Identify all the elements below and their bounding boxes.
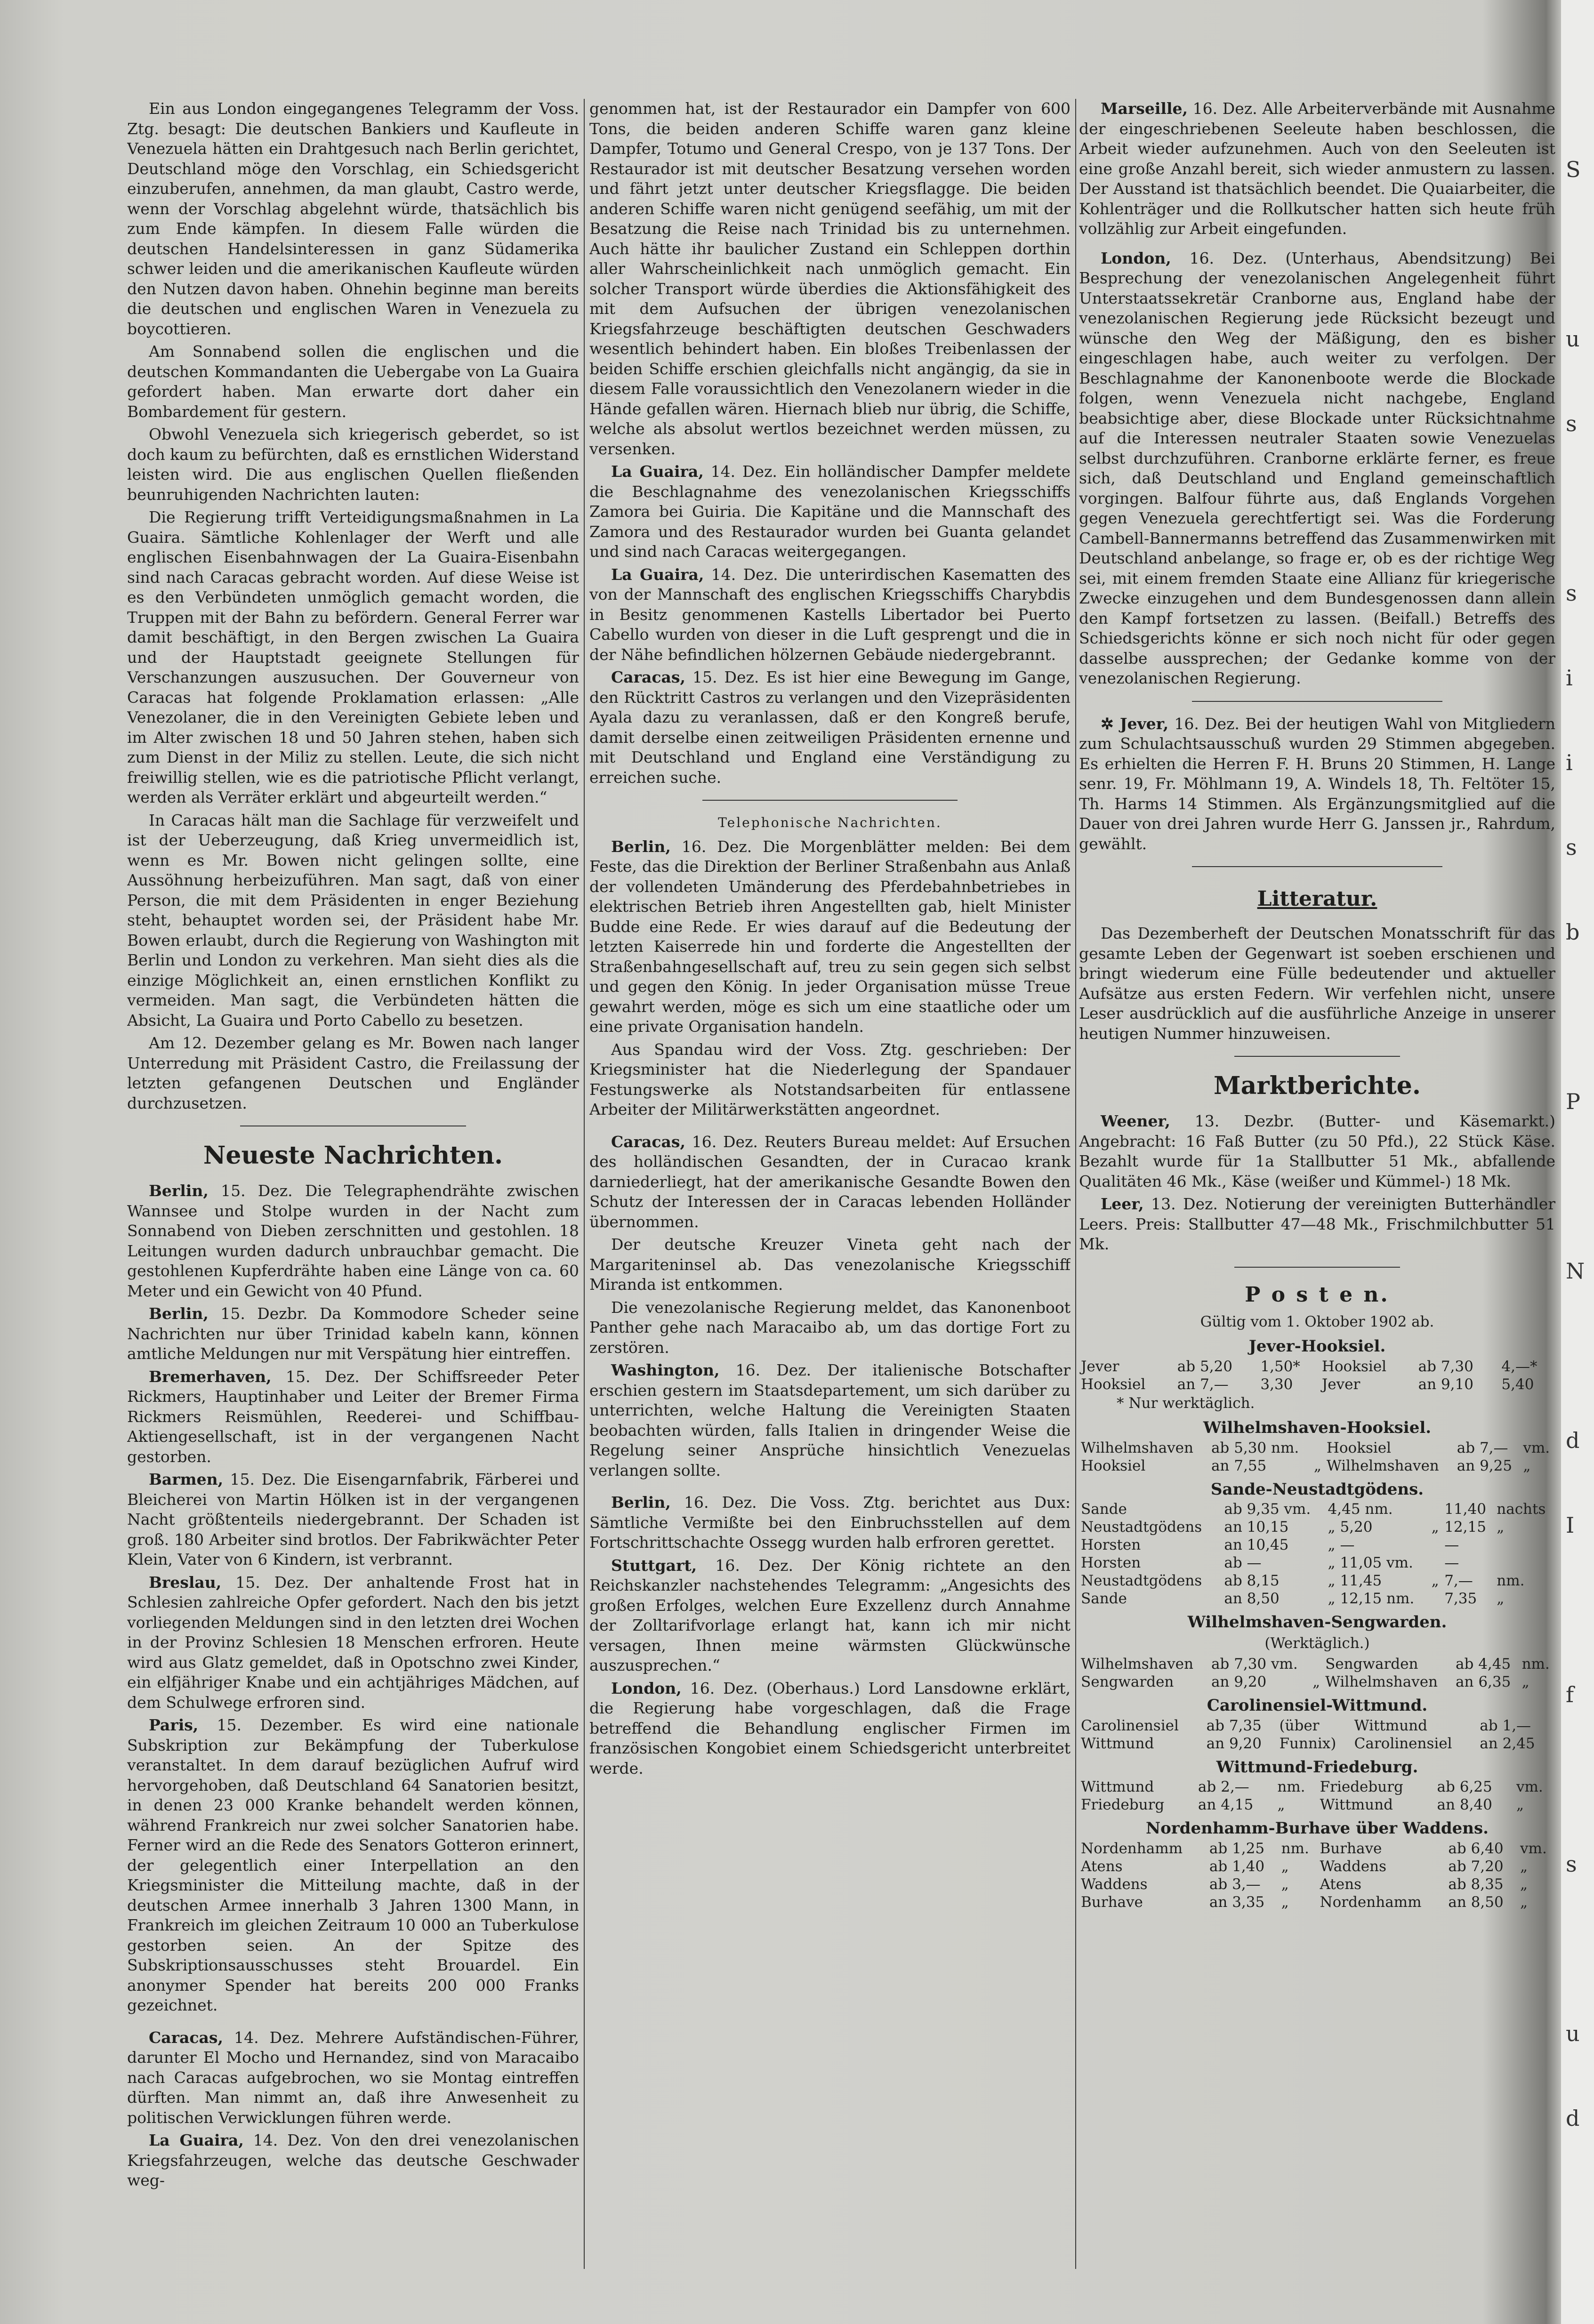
schedule-cell: nachts xyxy=(1497,1501,1546,1518)
edge-letter xyxy=(1561,1596,1594,1624)
schedule-row xyxy=(1079,1554,1555,1572)
schedule-cell: 3,30 xyxy=(1260,1375,1293,1393)
schedule-row xyxy=(1079,1518,1555,1536)
article-paragraph: Die Regierung trifft Verteidigungsmaßnahmen in La Guaira. Sämtliche Kohlenlager der Werft und alle englischen Eisenbahnwagen der La Guaira-Eisenbahn sind nach Caracas gebracht worden. Auf diese Weise ist es den Verbündeten unmöglich gemacht worden, die Truppen mit der Bahn zu befördern. General Ferrer war damit beschäftigt, in den Bergen zwischen La Guaira und der Hauptstadt geeignete Stellungen für Verschanzungen auszusuchen. Der Gouverneur von Caracas hat folgende Proklamation erlassen: „Alle Venezolaner, die in den Vereinigten Gebiete leben und im Alter zwischen 18 und 50 Jahren stehen, haben sich zum Dienst in der Miliz zu stellen. Leute, die sich nicht freiwillig stellen, wie es die patriotische Pflicht verlangt, werden als Verräter erklärt und abgeurteilt werden.“ xyxy=(127,508,579,806)
dateline: Barmen, xyxy=(149,1470,224,1488)
column-2 xyxy=(589,99,1071,2264)
schedule-cell: ab 6,40 xyxy=(1448,1840,1504,1857)
schedule-cell: „ 11,05 vm. xyxy=(1328,1554,1413,1571)
edge-letter xyxy=(1561,494,1594,523)
schedule-cell: Hooksiel xyxy=(1081,1457,1146,1474)
posten-valid: Gültig vom 1. Oktober 1902 ab. xyxy=(1200,1313,1434,1330)
schedule-cell: ab 4,45 xyxy=(1456,1656,1511,1673)
schedule-cell: Jever xyxy=(1321,1375,1361,1393)
schedule-cell: Friedeburg xyxy=(1320,1778,1403,1795)
schedule-cell xyxy=(1495,1554,1555,1572)
schedule-cell: — xyxy=(1444,1536,1459,1553)
dateline: Breslau, xyxy=(149,1573,222,1592)
schedule-cell: „ xyxy=(1497,1519,1505,1536)
schedule-table xyxy=(1079,1655,1555,1691)
dateline: Caracas, xyxy=(611,1132,685,1151)
news-item xyxy=(127,2028,579,2128)
schedule-cell: ab 7,20 xyxy=(1448,1858,1504,1875)
section-heading-telefon: Telephonische Nachrichten. xyxy=(718,815,942,830)
schedule-cell xyxy=(1430,1500,1443,1518)
dateline: London, xyxy=(611,1679,682,1697)
edge-letter: i xyxy=(1566,665,1573,691)
schedule-row xyxy=(1079,1840,1555,1858)
schedule-table xyxy=(1079,1778,1555,1814)
news-text: Der deutsche Kreuzer Vineta geht nach der Margariteninsel ab. Das venezolanische Kriegsschiff Miranda ist entkommen. xyxy=(589,1235,1071,1294)
separator xyxy=(1234,1267,1400,1268)
schedule-table xyxy=(1079,1717,1555,1753)
schedule-subtitle: (Werktäglich.) xyxy=(1264,1634,1370,1652)
schedule-cell: Burhave xyxy=(1081,1893,1143,1911)
schedule-cell: Horsten xyxy=(1081,1554,1141,1571)
edge-letter: s xyxy=(1566,835,1577,860)
schedule-title: Sande-Neustadtgödens. xyxy=(1210,1480,1424,1499)
schedule-title: Jever-Hooksiel. xyxy=(1248,1337,1386,1356)
news-text: 15. Dezbr. Da Kommodore Scheder seine Nachrichten nur über Trinidad kabeln kann, können amtliche Meldungen nur mit Verspätung hier eintreffen. xyxy=(127,1304,579,1363)
schedule-cell: „ xyxy=(1313,1457,1321,1474)
schedule-cell: — xyxy=(1444,1554,1459,1571)
news-text: 15. Dez. Es ist hier eine Bewegung im Gange, den Rücktritt Castros zu verlangen und den Vizepräsidenten Ayala dazu zu veranlassen, daß er den Kongreß berufe, damit derselbe einen zeitweiligen Präsidenten ernenne und mit Deutschland und England eine Verständigung zu erreichen suche. xyxy=(589,668,1071,787)
news-item xyxy=(127,1470,579,1570)
schedule-cell: „ xyxy=(1281,1893,1289,1911)
schedule-row xyxy=(1079,1875,1555,1893)
market-text: 13. Dez. Notierung der vereinigten Butterhändler Leers. Preis: Stallbutter 47—48 Mk., Frischmilchbutter 51 Mk. xyxy=(1079,1195,1555,1253)
schedule-cell: Waddens xyxy=(1081,1875,1148,1893)
schedule-row xyxy=(1079,1590,1555,1608)
schedule-cell: Sengwarden xyxy=(1325,1656,1418,1673)
edge-letter xyxy=(1561,1342,1594,1370)
news-text: 16. Dez. Alle Arbeiterverbände mit Ausnahme der eingeschriebenen Seeleute haben beschlossen, die Arbeit wieder aufzunehmen. Auch von den Seeleuten ist eine große Anzahl bereit, sich wieder anmustern zu lassen. Der Ausstand ist thatsächlich beendet. Die Quaiarbeiter, die Kohlenträger und die Rollkutscher hatten sich heute früh vollzählig zur Arbeit eingefunden. xyxy=(1079,99,1555,238)
news-text: 15. Dezember. Es wird eine nationale Subskription zur Bekämpfung der Tuberkulose veranstaltet. In dem darauf bezüglichen Aufruf wird hervorgehoben, daß Deutschland 64 Sanatorien besitzt, in denen 23 000 Kranke behandelt werden können, während Frankreich nur zwei solcher Sanatorien habe. Ferner wird an die Rede des Senators Gotteron erinnert, der gelegentlich einer Interpellation an den Kriegsminister die Mitteilung machte, daß in der deutschen Armee innerhalb 3 Jahren 1300 Mann, in Frankreich im gleichen Zeitraum 10 000 an Tuberkulose gestorben seien. An der Spitze des Subskriptionsausschusses steht Brouardel. Ein anonymer Spender hat bereits 200 000 Franks gezeichnet. xyxy=(127,1716,579,2014)
news-item xyxy=(589,565,1071,665)
schedule-cell: Wittmund xyxy=(1081,1778,1154,1795)
news-item xyxy=(589,1679,1071,1779)
schedule-cell: vm. xyxy=(1520,1840,1547,1857)
schedule-cell: 5,40 xyxy=(1501,1375,1534,1393)
schedule-cell: an 7,— xyxy=(1177,1375,1229,1393)
dateline: La Guaira, xyxy=(149,2131,244,2149)
schedule-title: Carolinensiel-Wittmund. xyxy=(1207,1696,1428,1715)
edge-letter: d xyxy=(1566,1428,1580,1453)
news-text: 14. Dez. Von den drei venezolanischen Kriegsfahrzeugen, welche das deutsche Geschwader weg- xyxy=(127,2131,579,2189)
schedule-cell: (über xyxy=(1279,1717,1320,1734)
edge-letter: N xyxy=(1566,1258,1585,1284)
schedule-cell xyxy=(1430,1554,1443,1572)
news-item xyxy=(127,1304,579,1364)
schedule-cell: an 9,20 xyxy=(1211,1673,1267,1690)
schedule-table xyxy=(1079,1500,1555,1608)
dateline: Bremerhaven, xyxy=(149,1367,272,1386)
separator xyxy=(702,800,958,801)
schedule-cell xyxy=(1311,1655,1323,1673)
schedule-cell: Atens xyxy=(1320,1875,1361,1893)
schedule-cell: Carolinensiel xyxy=(1081,1717,1179,1734)
news-text: 15. Dez. Die Eisengarnfabrik, Färberei und Bleicherei von Martin Hölken ist in der vergangenen Nacht größtenteils niedergebrannt. Der Schaden ist groß. 180 Arbeiter sind brotlos. Der Fabrikwächter Peter Klein, Vater von 6 Kindern, ist verbrannt. xyxy=(127,1470,579,1568)
news-item xyxy=(589,99,1071,459)
schedule-cell: „ xyxy=(1520,1875,1528,1893)
schedule-cell: Waddens xyxy=(1320,1858,1387,1875)
separator xyxy=(1192,866,1442,867)
edge-letter xyxy=(1561,1172,1594,1200)
schedule-cell: „ xyxy=(1520,1893,1528,1911)
dateline: La Guaira, xyxy=(611,462,704,481)
schedule-cell: 4,45 nm. xyxy=(1328,1501,1393,1518)
schedule-cell: an 3,35 xyxy=(1209,1893,1265,1911)
schedule-cell: nm. xyxy=(1522,1656,1550,1673)
schedule-cell: ab 7,30 vm. xyxy=(1211,1656,1298,1673)
news-item xyxy=(1079,99,1555,239)
dateline: Caracas, xyxy=(611,668,685,686)
schedule-row xyxy=(1079,1572,1555,1590)
news-item xyxy=(127,1573,579,1713)
news-item xyxy=(589,462,1071,562)
dateline: Leer, xyxy=(1101,1195,1144,1213)
schedule-cell: Sande xyxy=(1081,1501,1127,1518)
schedule-cell: an 9,10 xyxy=(1418,1375,1473,1393)
schedule-cell: „ xyxy=(1522,1673,1530,1690)
column-1 xyxy=(127,99,579,2264)
litteratur-text: Das Dezemberheft der Deutschen Monatsschrift für das gesamte Leben der Gegenwart ist soeben erschienen und bringt wiederum eine Fülle bedeutender und aktueller Aufsätze aus ersten Federn. Wir verfehlen nicht, unsere Leser ausdrücklich auf die ausführliche Anzeige in unserer heutigen Nummer hinzuweisen. xyxy=(1079,924,1555,1043)
schedule-cell: an 8,50 xyxy=(1448,1893,1504,1911)
schedule-cell: an 6,35 xyxy=(1456,1673,1511,1690)
dateline: Marseille, xyxy=(1101,99,1188,118)
news-item xyxy=(589,1360,1071,1480)
news-text: 16. Dez. Der italienische Botschafter erschien gestern im Staatsdepartement, um sich darüber zu unterrichten, welche Haltung die Vereinigten Staaten beobachten würden, falls Italien in dringender Weise die Regelung seiner Ansprüche hinsichtlich Venezuelas verlangen sollte. xyxy=(589,1361,1071,1480)
schedule-title: Wilhelmshaven-Sengwarden. xyxy=(1187,1613,1447,1632)
schedule-table xyxy=(1079,1439,1555,1475)
schedule-title: Wittmund-Friedeburg. xyxy=(1216,1757,1418,1777)
schedule-cell: ab 7,35 xyxy=(1206,1717,1262,1734)
schedule-cell: Wilhelmshaven xyxy=(1325,1673,1438,1690)
schedule-cell: Carolinensiel xyxy=(1354,1735,1452,1752)
news-text: 16. Dez. Der König richtete an den Reichskanzler nachstehendes Telegramm: „Angesichts des großen Erfolges, welchen Eure Exzellenz durch Annahme der Zolltarifvorlage erlangt hat, kann ich mir nicht versagen, Ihnen meine wärmsten Glückwünsche auszusprechen.“ xyxy=(589,1556,1071,1674)
schedule-cell: an 10,45 xyxy=(1224,1536,1289,1553)
schedule-cell: ab 5,20 xyxy=(1177,1358,1233,1375)
dateline: Berlin, xyxy=(149,1304,209,1323)
schedule-cell: an 4,15 xyxy=(1198,1796,1254,1813)
schedule-cell: ab 8,35 xyxy=(1448,1875,1504,1893)
schedule-cell: „ xyxy=(1281,1875,1289,1893)
schedule-row xyxy=(1079,1796,1555,1814)
news-text: 15. Dez. Die Telegraphendrähte zwischen Wannsee und Stolpe wurden in der Nacht zum Sonnabend von Dieben zerschnitten und gestohlen. 18 Leitungen wurden dadurch unbrauchbar gemacht. Die gestohlenen Kupferdrähte haben eine Länge von ca. 60 Meter und ein Gewicht von 40 Pfund. xyxy=(127,1182,579,1300)
schedule-cell: nm. xyxy=(1277,1778,1305,1795)
dateline: Weener, xyxy=(1101,1112,1170,1130)
schedule-cell: Jever xyxy=(1081,1358,1119,1375)
dateline: La Guaira, xyxy=(611,565,704,584)
schedule-cell: 7,35 xyxy=(1444,1590,1477,1607)
article-paragraph: Am 12. Dezember gelang es Mr. Bowen nach langer Unterredung mit Präsident Castro, die Freilassung der letzten gefangenen Deutschen und Engländer durchzusetzen. xyxy=(127,1034,579,1112)
schedule-cell: 12,15 xyxy=(1444,1519,1486,1536)
schedule-cell: Hooksiel xyxy=(1321,1358,1387,1375)
schedule-cell: Friedeburg xyxy=(1081,1796,1165,1813)
schedule-note: * Nur werktäglich. xyxy=(1117,1394,1255,1412)
edge-letter: i xyxy=(1566,750,1573,775)
schedule-cell: „ xyxy=(1431,1572,1439,1589)
dateline: Caracas, xyxy=(149,2028,223,2047)
schedule-cell: Atens xyxy=(1081,1858,1123,1875)
schedule-cell: 4,—* xyxy=(1501,1358,1538,1375)
schedule-cell: Neustadtgödens xyxy=(1081,1519,1202,1536)
schedule-table xyxy=(1079,1358,1555,1393)
news-item xyxy=(589,1298,1071,1358)
edge-letter: P xyxy=(1566,1089,1580,1114)
schedule-cell: 1,50* xyxy=(1260,1358,1300,1375)
schedule-row xyxy=(1079,1778,1555,1796)
schedule-cell: Funnix) xyxy=(1279,1735,1336,1752)
column-3 xyxy=(1079,99,1555,2264)
schedule-cell xyxy=(1430,1536,1443,1554)
schedule-cell: Wilhelmshaven xyxy=(1081,1439,1193,1456)
schedule-cell: nm. xyxy=(1497,1572,1525,1589)
news-item xyxy=(1079,249,1555,689)
schedule-cell: „ xyxy=(1516,1796,1524,1813)
article-paragraph: Am Sonnabend sollen die englischen und die deutschen Kommandanten die Uebergabe von La Guaira gefordert haben. Man erwarte dort daher ein Bombardement für gestern. xyxy=(127,342,579,421)
schedule-cell xyxy=(1551,1717,1555,1735)
schedule-title: Nordenhamm-Burhave über Waddens. xyxy=(1146,1819,1489,1838)
edge-letter xyxy=(1561,240,1594,268)
separator xyxy=(1192,701,1442,702)
edge-letter: s xyxy=(1566,411,1577,436)
schedule-cell: „ xyxy=(1520,1858,1528,1875)
section-heading-neueste: Neueste Nachrichten. xyxy=(203,1141,503,1170)
schedule-cell: an 9,20 xyxy=(1206,1735,1262,1752)
schedule-cell: vm. xyxy=(1523,1439,1550,1456)
market-item xyxy=(1079,1111,1555,1191)
schedule-cell: ab 9,35 vm. xyxy=(1224,1501,1311,1518)
edge-letter xyxy=(1561,1935,1594,1963)
edge-letter: f xyxy=(1566,1682,1574,1707)
schedule-cell: „ xyxy=(1277,1796,1285,1813)
schedule-row xyxy=(1079,1893,1555,1911)
news-text: 14. Dez. Ein holländischer Dampfer meldete die Beschlagnahme des venezolanischen Kriegsschiffs Zamora bei Guiria. Die Kapitäne und die Mannschaft des Zamora und des Restaurador wurden bei Guanta gelandet und sind nach Caracas weitergegangen. xyxy=(589,462,1071,561)
news-item xyxy=(589,837,1071,1037)
schedule-cell: Wilhelmshaven xyxy=(1326,1457,1439,1474)
news-item xyxy=(1079,714,1555,854)
schedule-cell: Wilhelmshaven xyxy=(1081,1656,1193,1673)
section-heading-litteratur: Litteratur. xyxy=(1257,887,1377,911)
schedule-cell: ab 1,40 xyxy=(1209,1858,1265,1875)
schedule-cell: Sande xyxy=(1081,1590,1127,1607)
schedule-cell: Nordenhamm xyxy=(1320,1893,1422,1911)
market-text: 13. Dezbr. (Butter- und Käsemarkt.) Angebracht: 16 Faß Butter (zu 50 Pfd.), 22 Stück Käse. Bezahlt wurde für 1a Stallbutter 51 Mk., abfallende Qualitäten 46 Mk., Käse (weißer und Kümmel-) 18 Mk. xyxy=(1079,1112,1555,1190)
intro-articles xyxy=(127,99,579,1113)
news-text: 16. Dez. Die Morgenblätter melden: Bei dem Feste, das die Direktion der Berliner Straßenbahn aus Anlaß der vollendeten Umänderung des Pferdebahnbetriebes in elektrischen Betrieb ihren Angestellten gab, hielt Minister Budde eine Rede. Er wies darauf auf die Bedeutung der letzten Kaiserrede hin und forderte die Angestellten der Straßenbahngesellschaft auf, treu zu sein gegen sich selbst und gegen den König. In jeder Organisation müsse Treue gewahrt werden, möge es sich um eine staatliche oder um eine private Organisation handeln. xyxy=(589,837,1071,1036)
dateline: ✲ Jever, xyxy=(1101,714,1169,733)
article-paragraph: Ein aus London eingegangenes Telegramm der Voss. Ztg. besagt: Die deutschen Bankiers und Kaufleute in Venezuela hätten ein Drahtgesuch nach Berlin gerichtet, Deutschland möge den Vorschlag, ein Schiedsgericht einzuberufen, annehmen, da man glaubt, Castro werde, wenn der Vorschlag abgelehnt würde, thatsächlich bis zum Ende kämpfen. In diesem Falle würden die deutschen Handelsinteressen in ganz Südamerika schwer leiden und die amerikanischen Kaufleute würden den Nutzen davon haben. Ohnehin beginne man bereits die deutschen und englischen Waren in Venezuela zu boycottieren. xyxy=(127,99,579,338)
schedule-cell: Nordenhamm xyxy=(1081,1840,1183,1857)
column-rule xyxy=(1075,99,1076,2269)
schedule-cell xyxy=(1551,1735,1555,1753)
news-text: 15. Dez. Der Schiffsreeder Peter Rickmers, Hauptinhaber und Leiter der Bremer Firma Rickmers Reismühlen, Reederei- und Schiffbau-Aktiengesellschaft, ist in der vergangenen Nacht gestorben. xyxy=(127,1367,579,1466)
schedule-cell: an 2,45 xyxy=(1480,1735,1535,1752)
article-paragraph: Obwohl Venezuela sich kriegerisch geberdet, so ist doch kaum zu befürchten, daß es ernstlichen Widerstand leisten wird. Die aus englischen Quellen fließenden beunruhigenden Nachrichten lauten: xyxy=(127,425,579,504)
edge-letter: b xyxy=(1566,919,1580,945)
schedule-cell: an 10,15 xyxy=(1224,1519,1289,1536)
schedule-cell: „ xyxy=(1523,1457,1531,1474)
edge-letter: s xyxy=(1566,580,1577,606)
schedule-cell: an 9,25 xyxy=(1457,1457,1513,1474)
schedule-cell: ab 6,25 xyxy=(1437,1778,1492,1795)
news-text: 16. Dez. Reuters Bureau meldet: Auf Ersuchen des holländischen Gesandten, der in Curacao krank darniederliegt, hat der amerikanische Gesandte Bowen den Schutz der Interessen der in Caracas lebenden Holländer übernommen. xyxy=(589,1132,1071,1231)
news-text: 14. Dez. Mehrere Aufständischen-Führer, darunter El Mocho und Hernandez, sind von Maracaibo nach Caracas aufgebrochen, wo sie Montag eintreffen dürften. Man nimmt an, daß ihre Anwesenheit zu politischen Verwicklungen führen werde. xyxy=(127,2028,579,2127)
schedule-cell: Sengwarden xyxy=(1081,1673,1174,1690)
news-text: genommen hat, ist der Restaurador ein Dampfer von 600 Tons, die beiden anderen Schiffe waren ganz kleine Dampfer, Totumo und General Crespo, von je 137 Tons. Der Restaurador ist mit deutscher Besatzung versehen worden und fährt jetzt unter deutscher Kriegsflagge. Die beiden anderen Schiffe waren nicht genügend seefähig, um mit der Besatzung die Reise nach Trinidad bis zu unternehmen. Auch hätte ihr baulicher Zustand ein Schleppen dorthin aller Wahrscheinlichkeit nach unmöglich gemacht. Ein solcher Transport würde überdies die Aktionsfähigkeit des mit dem Aufsuchen der übrigen venezolanischen Kriegsfahrzeuge beschäftigten deutschen Geschwaders wesentlich behindert haben. Ein bloßes Treibenlassen der beiden Schiffe erschien gleichfalls nicht angängig, da sie in diesem Falle voraussichtlich den Venezolanern wieder in die Hände gefallen wären. Hiernach blieb nur übrig, die Schiffe, welche als absolut wertlos bezeichnet werden müssen, zu versenken. xyxy=(589,99,1071,458)
schedule-cell: an 7,55 xyxy=(1211,1457,1267,1474)
schedule-cell: 7,— xyxy=(1444,1572,1473,1589)
schedule-cell: Hooksiel xyxy=(1326,1439,1392,1456)
edge-letter: u xyxy=(1566,326,1580,352)
schedule-cell: ab 8,15 xyxy=(1224,1572,1280,1589)
news-text: Aus Spandau wird der Voss. Ztg. geschrieben: Der Kriegsminister hat die Niederlegung der Spandauer Festungswerke als Notstandsarbeiten für entlassene Arbeiter der Militärwerkstätten angeordnet. xyxy=(589,1040,1071,1118)
dateline: London, xyxy=(1101,249,1171,267)
schedule-row xyxy=(1079,1375,1555,1393)
schedule-cell: ab 7,— xyxy=(1457,1439,1508,1456)
news-text: 16. Dez. (Unterhaus, Abendsitzung) Bei Besprechung der venezolanischen Angelegenheit führt Unterstaatssekretär Cranborne aus, England habe der venezolanischen Regierung jede Rücksicht bezeugt und wünsche den Weg der Mäßigung, den es bisher eingeschlagen habe, auch weiter zu verfolgen. Der Beschlagnahme der Kanonenboote werde die Blockade folgen, wenn Venezuela nicht nachgebe, England beabsichtige aber, diese Blockade unter Rücksichtnahme auf die Interessen neutraler Staaten sowie Venezuelas selbst durchzuführen. Cranborne erklärte ferner, es freue sich, daß Deutschland und England gemeinschaftlich vorgingen. Balfour führte aus, daß Englands Vorgehen gegen Venezuela gerechtfertigt sei. Was die Forderung Cambell-Bannermanns betreffend das Zusammenwirken mit Deutschland anbelange, so frage er, ob es der richtige Weg sei, mit einem fremden Staate eine Allianz für kriegerische Zwecke einzugehen und dem Bundesgenossen dann allein den Kampf fortsetzen zu lassen. (Beifall.) Betreffs des Schiedsgerichts könne er sich noch nicht für oder gegen dasselbe aussprechen; der Gedanke komme von der venezolanischen Regierung. xyxy=(1079,249,1555,687)
news-item xyxy=(127,1367,579,1467)
schedule-cell: „ 12,15 nm. xyxy=(1328,1590,1415,1607)
schedule-cell: Neustadtgödens xyxy=(1081,1572,1202,1589)
news-item xyxy=(589,1235,1071,1295)
schedule-cell: ab 1,25 xyxy=(1209,1840,1265,1857)
schedule-cell: ab 3,— xyxy=(1209,1875,1261,1893)
edge-letter: s xyxy=(1566,1851,1577,1877)
edge-letter xyxy=(1561,1765,1594,1793)
dateline: Stuttgart, xyxy=(611,1556,697,1575)
dateline: Berlin, xyxy=(149,1182,209,1200)
edge-letter xyxy=(1561,1003,1594,1031)
dateline: Berlin, xyxy=(611,1493,671,1512)
schedule-cell: Horsten xyxy=(1081,1536,1141,1553)
schedule-cell: ab 2,— xyxy=(1198,1778,1249,1795)
edge-letter: d xyxy=(1566,2106,1580,2131)
schedule-cell: ab — xyxy=(1224,1554,1262,1571)
dateline: Berlin, xyxy=(611,837,671,856)
schedule-row xyxy=(1079,1735,1555,1753)
schedule-cell: „ xyxy=(1312,1673,1320,1690)
schedule-cell xyxy=(1312,1439,1325,1457)
edge-letter: I xyxy=(1566,1512,1575,1538)
schedule-row xyxy=(1079,1673,1555,1691)
schedule-row xyxy=(1079,1655,1555,1673)
schedule-cell: „ xyxy=(1431,1519,1439,1536)
adjacent-page-edge xyxy=(1561,0,1594,2324)
schedule-row xyxy=(1079,1439,1555,1457)
market-item xyxy=(1079,1194,1555,1254)
schedule-cell: ab 7,30 xyxy=(1418,1358,1473,1375)
schedule-cell: „ 11,45 xyxy=(1328,1572,1382,1589)
news-text: Die venezolanische Regierung meldet, das Kanonenboot Panther gehe nach Maracaibo ab, um das dortige Fort zu zerstören. xyxy=(589,1298,1071,1357)
edge-letter: S xyxy=(1566,157,1581,182)
schedule-cell: 11,40 xyxy=(1444,1501,1486,1518)
schedules xyxy=(1079,1336,1555,1911)
schedule-cell: Wittmund xyxy=(1081,1735,1154,1752)
schedule-cell: „ — xyxy=(1328,1536,1355,1553)
news-item xyxy=(127,2131,579,2191)
schedule-cell: Wittmund xyxy=(1320,1796,1393,1813)
schedule-cell: an 8,50 xyxy=(1224,1590,1280,1607)
news-text: 16. Dez. Bei der heutigen Wahl von Mitgliedern zum Schulachtsausschuß wurden 29 Stimmen abgegeben. Es erhielten die Herren F. H. Bruns 20 Stimmen, H. Lange senr. 19, Fr. Möhlmann 19, A. Windels 18, Th. Feltöter 15, Th. Harms 14 Stimmen. Als Ergänzungsmitglied auf die Dauer von drei Jahren wurde Herr G. Janssen jr., Rahrdum, gewählt. xyxy=(1079,714,1555,853)
news-item xyxy=(127,1715,579,2016)
schedule-cell: Hooksiel xyxy=(1081,1375,1146,1393)
edge-letter: u xyxy=(1566,2021,1580,2046)
schedule-cell: Wittmund xyxy=(1354,1717,1427,1734)
schedule-cell: vm. xyxy=(1516,1778,1543,1795)
schedule-row xyxy=(1079,1717,1555,1735)
schedule-cell: Burhave xyxy=(1320,1840,1382,1857)
schedule-cell: an 8,40 xyxy=(1437,1796,1492,1813)
dateline: Washington, xyxy=(611,1361,720,1379)
schedule-row xyxy=(1079,1536,1555,1554)
schedule-cell xyxy=(1430,1590,1443,1608)
news-text: 16. Dez. (Oberhaus.) Lord Lansdowne erklärt, die Regierung habe vorgeschlagen, daß die Frage betreffend die Behandlung englischer Firmen im französischen Kongobiet einem Schiedsgericht unterbreitet werde. xyxy=(589,1679,1071,1777)
news-text: 16. Dez. Die Voss. Ztg. berichtet aus Dux: Sämtliche Vermißte bei den Einbruchsstellen auf dem Fortschrittschachte Ossegg wurden halb erfroren gerettet. xyxy=(589,1493,1071,1552)
news-item xyxy=(127,1181,579,1301)
news-item xyxy=(589,1040,1071,1120)
dateline: Paris, xyxy=(149,1716,199,1734)
news-item xyxy=(589,1556,1071,1676)
schedule-title: Wilhelmshaven-Hooksiel. xyxy=(1203,1418,1432,1437)
news-item xyxy=(589,1132,1071,1232)
section-heading-posten: P o s t e n. xyxy=(1245,1282,1390,1307)
schedule-row xyxy=(1079,1858,1555,1875)
schedule-row xyxy=(1079,1500,1555,1518)
news-item xyxy=(589,667,1071,788)
schedule-row xyxy=(1079,1358,1555,1375)
schedule-cell: ab 1,— xyxy=(1480,1717,1531,1734)
schedule-cell xyxy=(1495,1536,1555,1554)
schedule-cell: „ xyxy=(1497,1590,1505,1607)
section-heading-markt: Marktberichte. xyxy=(1214,1071,1421,1100)
schedule-table xyxy=(1079,1840,1555,1911)
neueste-list xyxy=(127,1181,579,2191)
separator xyxy=(1234,1056,1400,1057)
news-text: 14. Dez. Die unterirdischen Kasematten des von der Mannschaft des englischen Kriegsschiffs Charybdis in Besitz genommenen Kastells Libertador bei Puerto Cabello wurden von dieser in die Luft gesprengt und die in der Nähe befindlichen hölzernen Gebäude niedergebrannt. xyxy=(589,565,1071,664)
schedule-cell: ab 5,30 nm. xyxy=(1211,1439,1299,1456)
schedule-row xyxy=(1079,1457,1555,1475)
schedule-cell: nm. xyxy=(1281,1840,1309,1857)
news-text: 15. Dez. Der anhaltende Frost hat in Schlesien zahlreiche Opfer gefordert. Nach den bis jetzt vorliegenden Meldungen sind in den letzten drei Wochen in der Provinz Schlesien 18 Menschen erfroren. Heute wird aus Glatz gemeldet, daß in Opotschno zwei Kinder, ein elfjähriger Knabe und ein achtjähriges Mädchen, auf dem Schulwege erfroren sind. xyxy=(127,1573,579,1712)
schedule-cell: „ 5,20 xyxy=(1328,1519,1373,1536)
column-rule xyxy=(584,99,585,2269)
article-paragraph: In Caracas hält man die Sachlage für verzweifelt und ist der Ueberzeugung, daß Krieg unvermeidlich ist, wenn es Mr. Bowen nicht gelingen sollte, eine Aussöhnung herbeizuführen. Man sagt, daß von einer Person, die mit dem Präsidenten in enger Beziehung steht, behauptet worden sei, der Präsident habe Mr. Bowen erlaubt, durch die Regierung von Washington mit Berlin und London zu verkehren. Man sieht dies als die einzige Möglichkeit an, einen ernstlichen Konflikt zu vermeiden. Man sagt, die Verbündeten hätten die Absicht, La Guaira und Porto Cabello zu besetzen. xyxy=(127,811,579,1029)
schedule-cell: „ xyxy=(1281,1858,1289,1875)
news-item xyxy=(589,1493,1071,1553)
